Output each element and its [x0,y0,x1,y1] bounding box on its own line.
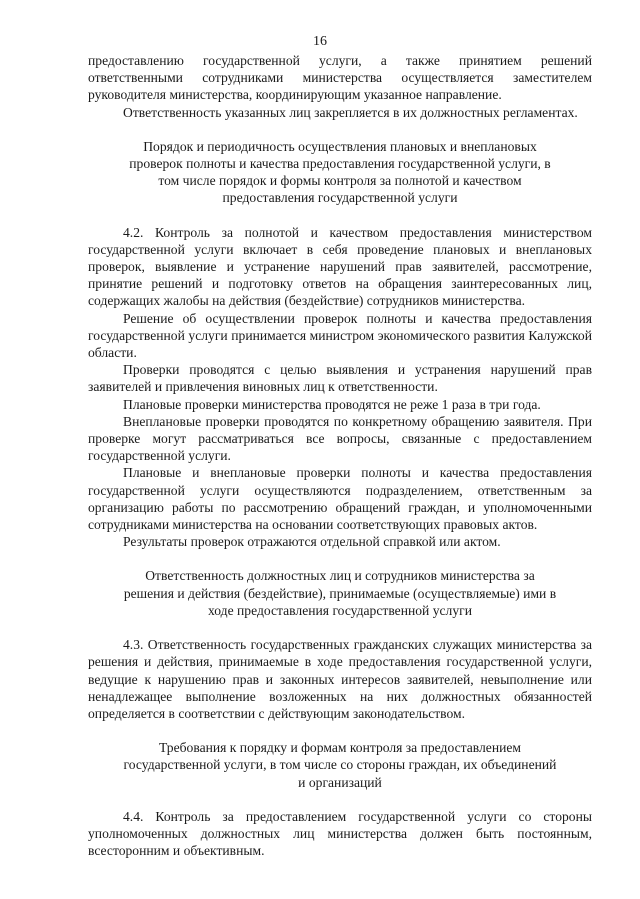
paragraph: Плановые проверки министерства проводятся не реже 1 раза в три года. [123,396,541,412]
page-number: 16 [313,34,327,49]
heading-line: и организаций [298,774,382,790]
paragraph-4-4: 4.4. Контроль за предоставлением государственной услуги со стороны уполномоченных должностных лиц министерства должен быть постоянным, всесторонним и объективным. [88,808,592,859]
heading-line: решения и действия (бездействие), принимаемые (осуществляемые) ими в [123,585,557,601]
heading-line: Ответственность должностных лиц и сотрудников министерства за [145,568,535,584]
page-content [88,52,592,859]
heading-line: ходе предоставления государственной услуги [208,602,472,618]
paragraph: Решение об осуществлении проверок полноты и качества предоставления государственной услуги принимается министром экономического развития Калужской области. [88,310,592,361]
heading-line: проверок полноты и качества предоставления государственной услуги, в [129,156,551,172]
heading-line: государственной услуги, в том числе со стороны граждан, их объединений [123,757,557,773]
paragraph: Плановые и внеплановые проверки полноты и качества предоставления государственной услуги осуществляются подразделением, ответственным за организацию работы по рассмотрению обращений граждан, и уполномоченными сотрудниками министерства на основании соответствующих правовых актов. [88,465,592,533]
paragraph-4-2: 4.2. Контроль за полнотой и качеством предоставления министерством государственной услуги включает в себя проведение плановых и внеплановых проверок, выявление и устранение нарушений прав заявителей, рассмотрение, принятие решений и подготовку ответов на обращения заинтересованных лиц, содержащих жалобы на действия (бездействие) сотрудников министерства. [88,224,592,309]
section-heading-control-requirements [88,739,592,791]
section-heading-control-procedure [88,138,592,207]
heading-line: Порядок и периодичность осуществления плановых и внеплановых [143,138,537,154]
heading-line: Требования к порядку и формам контроля за предоставлением [159,740,521,756]
paragraph-4-3: 4.3. Ответственность государственных гражданских служащих министерства за решения и действия, принимаемые в ходе предоставления государственной услуги, ведущие к нарушению прав и законных интересов заявителей, невыполнение или ненадлежащее выполнение возложенных на них должностных обязанностей определяется в соответствии с действующим законодательством. [88,637,592,721]
section-heading-responsibility [88,567,592,619]
paragraph: Внеплановые проверки проводятся по конкретному обращению заявителя. При проверке могут рассматриваться все вопросы, связанные с предоставлением государственной услуги. [88,413,592,464]
heading-line: предоставления государственной услуги [222,190,458,206]
heading-line: том числе порядок и формы контроля за полнотой и качеством [158,173,522,189]
paragraph: Ответственность указанных лиц закрепляется в их должностных регламентах. [123,104,578,120]
paragraph: предоставлению государственной услуги, а также принятием решений ответственными сотрудниками министерства осуществляется заместителем руководителя министерства, координирующим указанное направление. [88,53,592,103]
paragraph: Проверки проводятся с целью выявления и устранения нарушений прав заявителей и привлечения виновных лиц к ответственности. [88,362,592,395]
paragraph: Результаты проверок отражаются отдельной справкой или актом. [123,534,501,550]
